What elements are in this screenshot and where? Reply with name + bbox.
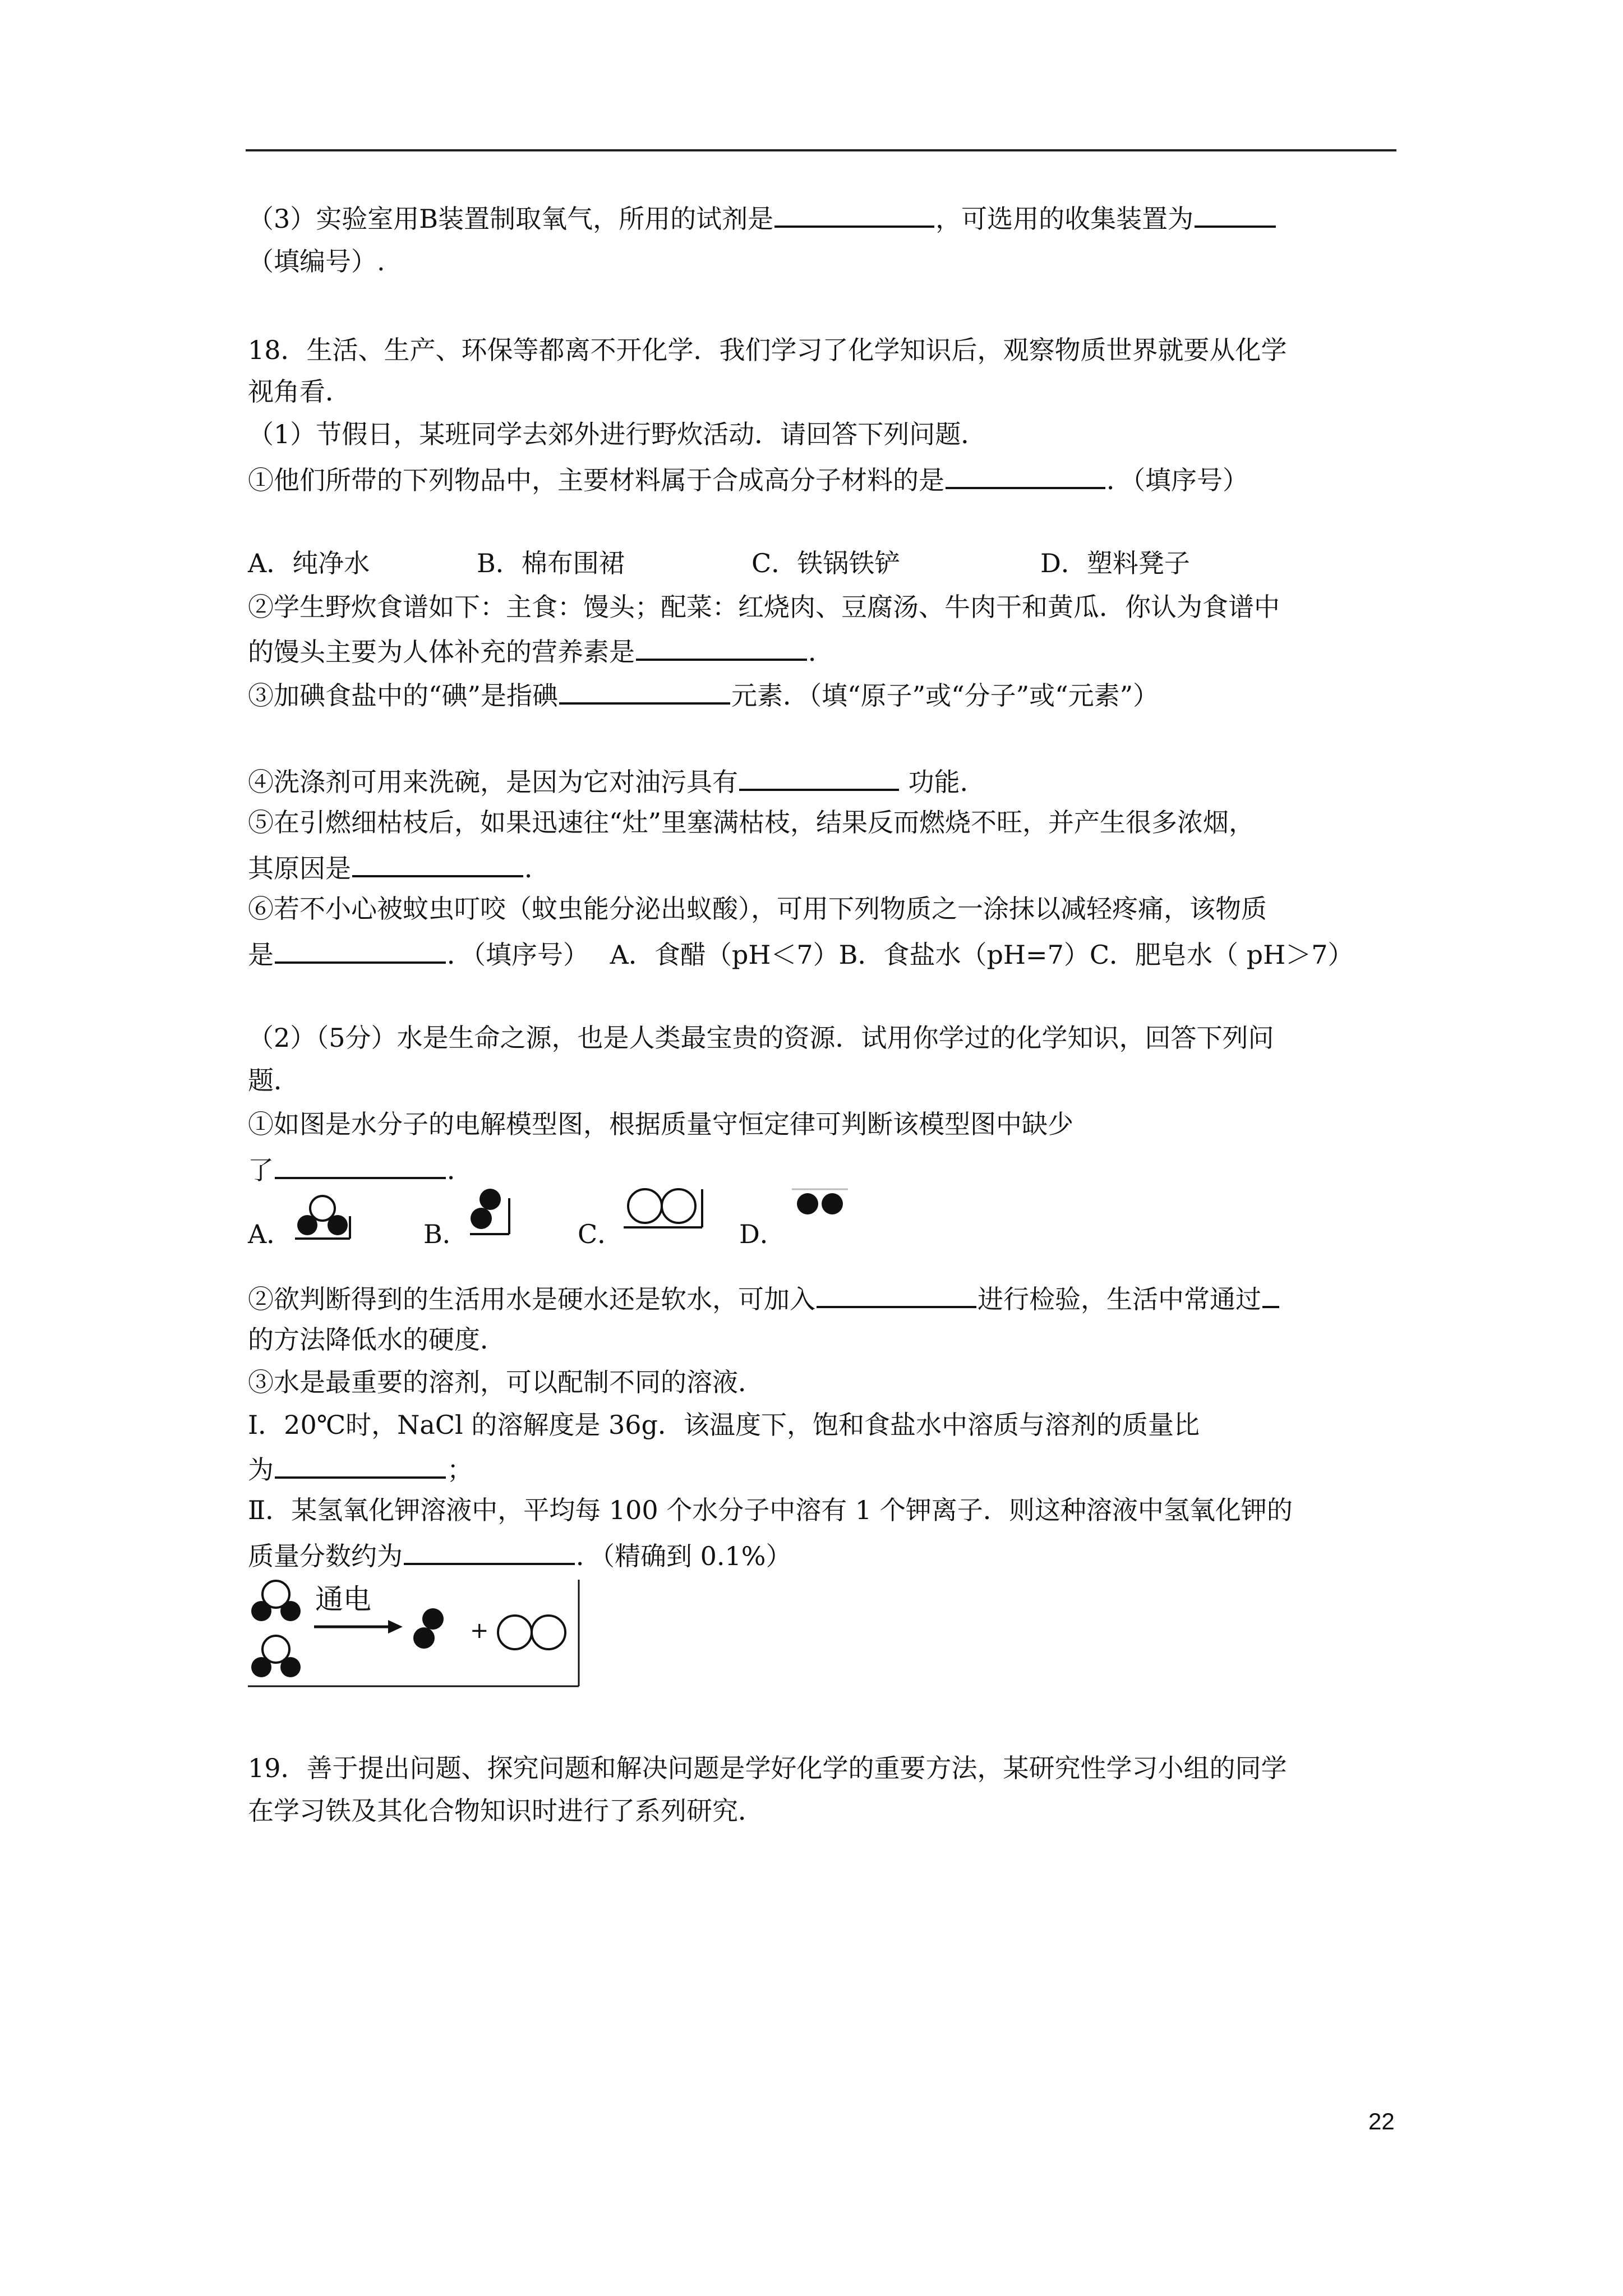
molecule-c-icon <box>621 1187 706 1230</box>
q18-s4: ④洗涤剂可用来洗碗，是因为它对油污具有 功能． <box>248 763 986 799</box>
q18-w1-line2: 了 ． <box>248 1151 473 1187</box>
q18-w2-line1: ②欲判断得到的生活用水是硬水还是软水，可加入 进行检验，生活中常通过 <box>248 1280 1280 1316</box>
q18-w3: ③水是最重要的溶剂，可以配制不同的溶液． <box>248 1367 764 1397</box>
answer-blank[interactable] <box>275 1151 446 1179</box>
answer-blank[interactable] <box>275 1451 446 1479</box>
answer-blank[interactable] <box>739 763 899 791</box>
answer-blank[interactable] <box>404 1537 575 1565</box>
q18-s5-line2: 其原因是 ． <box>248 849 550 885</box>
q18-part1-heading: （1）节假日，某班同学去郊外进行野炊活动．请回答下列问题． <box>248 419 987 449</box>
q18-s3: ③加碘食盐中的“碘”是指碘 元素．（填“原子”或“分子”或“元素”） <box>248 677 1159 712</box>
s1-option-a: A．纯净水 <box>248 548 370 578</box>
q18-s2-line2: 的馒头主要为人体补充的营养素是 ． <box>248 633 834 669</box>
answer-blank[interactable] <box>559 677 730 705</box>
answer-blank[interactable] <box>774 200 934 228</box>
q18-s6-line1: ⑥若不小心被蚊虫叮咬（蚊虫能分泌出蚁酸），可用下列物质之一涂抹以减轻疼痛，该物质 <box>248 894 1267 924</box>
answer-blank[interactable] <box>1262 1280 1279 1308</box>
w1-option-c-label: C． <box>578 1219 624 1249</box>
w1-option-b-label: B． <box>423 1219 468 1249</box>
header-rule <box>246 149 1396 151</box>
q18-w3-ii-line2: 质量分数约为 ．（精确到 0.1%） <box>248 1537 792 1573</box>
molecule-b-icon <box>467 1187 517 1239</box>
q18-intro-line1: 18．生活、生产、环保等都离不开化学．我们学习了化学知识后，观察物质世界就要从化学 <box>248 335 1287 365</box>
figure-label: 通电 <box>315 1583 371 1616</box>
s1-option-c: C．铁锅铁铲 <box>751 548 901 578</box>
w1-option-d-label: D． <box>739 1219 786 1249</box>
q18-s1: ①他们所带的下列物品中，主要材料属于合成高分子材料的是 ．（填序号） <box>248 461 1248 497</box>
q17-item3-line2: （填编号）. <box>248 246 385 277</box>
page-number: 22 <box>1368 2108 1395 2134</box>
answer-blank[interactable] <box>817 1280 976 1308</box>
answer-blank[interactable] <box>352 849 523 877</box>
q18-s2-line1: ②学生野炊食谱如下：主食：馒头；配菜：红烧肉、豆腐汤、牛肉干和黄瓜．你认为食谱中 <box>248 592 1280 622</box>
q19-line1: 19．善于提出问题、探究问题和解决问题是学好化学的重要方法，某研究性学习小组的同学 <box>248 1753 1287 1783</box>
molecule-a-icon <box>292 1194 353 1242</box>
q18-part2-line1: （2）（5分）水是生命之源，也是人类最宝贵的资源．试用你学过的化学知识，回答下列问 <box>248 1023 1274 1053</box>
electrolysis-model-figure <box>248 1580 584 1687</box>
q18-w3-ii-line1: Ⅱ．某氢氧化钾溶液中，平均每 100 个水分子中溶有 1 个钾离子．则这种溶液中氢氧化钾的 <box>248 1495 1293 1525</box>
s1-option-d: D．塑料凳子 <box>1040 548 1190 578</box>
s1-option-b: B．棉布围裙 <box>477 548 625 578</box>
molecule-d-icon <box>790 1186 851 1220</box>
arrow-right-icon <box>388 1620 403 1634</box>
q17-item3-line1: （3）实验室用B装置制取氧气，所用的试剂是 ，可选用的收集装置为 <box>248 200 1277 236</box>
q18-part2-line2: 题． <box>248 1065 299 1096</box>
q18-w1-line1: ①如图是水分子的电解模型图，根据质量守恒定律可判断该模型图中缺少 <box>248 1109 1073 1139</box>
answer-blank[interactable] <box>946 461 1105 489</box>
answer-blank[interactable] <box>636 633 807 661</box>
q19-line2: 在学习铁及其化合物知识时进行了系列研究． <box>248 1796 764 1826</box>
q18-w3-i-line2: 为 ； <box>248 1451 473 1487</box>
q18-s6-line2: 是 ．（填序号） A．食醋（pH＜7）B．食盐水（pH=7）C．肥皂水（ pH＞7） <box>248 936 1354 972</box>
q18-w2-line2: 的方法降低水的硬度． <box>248 1324 506 1355</box>
figure-plus: + <box>470 1618 489 1644</box>
answer-blank[interactable] <box>1195 200 1276 228</box>
w1-option-a-label: A． <box>248 1219 293 1249</box>
q18-intro-line2: 视角看． <box>248 376 351 407</box>
q18-s5-line1: ⑤在引燃细枯枝后，如果迅速往“灶”里塞满枯枝，结果反而燃烧不旺，并产生很多浓烟， <box>248 807 1255 838</box>
q18-w3-i-line1: Ⅰ．20℃时，NaCl 的溶解度是 36g．该温度下，饱和食盐水中溶质与溶剂的质量比 <box>248 1410 1200 1440</box>
answer-blank[interactable] <box>275 936 446 964</box>
